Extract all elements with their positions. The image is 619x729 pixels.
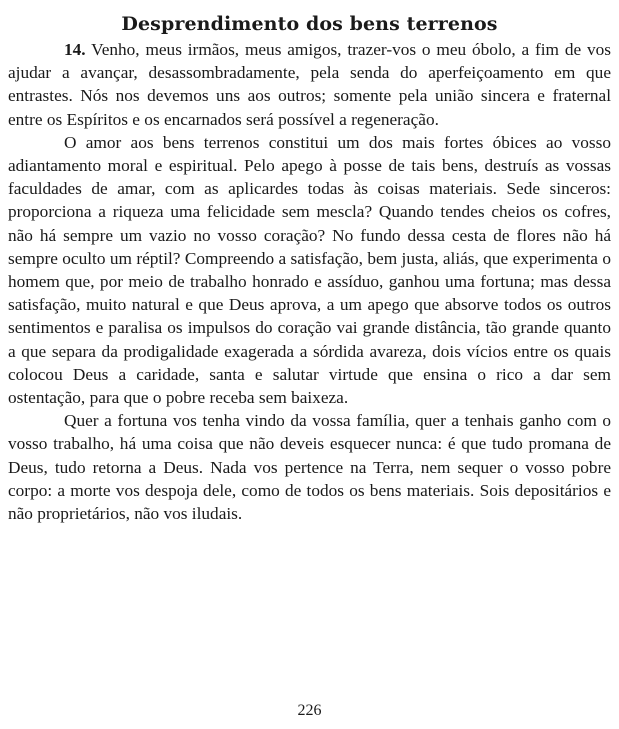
page-number: 226 <box>297 702 322 719</box>
body-text <box>8 38 611 525</box>
book-page <box>8 8 611 721</box>
paragraph-number: 14. <box>64 40 86 59</box>
paragraph-fortune: Quer a fortuna vos tenha vindo da vossa família, quer a tenhais ganho com o vosso trabalho, há uma coisa que não deveis esquecer nunca: é que tudo promana de Deus, tudo retorna a Deus. Nada vos pertence na Terra, nem sequer o vosso pobre corpo: a morte vos despoja dele, como de todos os bens materiais. Sois depositários e não proprietários, não vos iludais. <box>8 411 611 524</box>
paragraph-14 <box>8 38 611 131</box>
page-title: Desprendimento dos bens terrenos <box>121 13 498 35</box>
paragraph-love-of-goods: O amor aos bens terrenos constitui um dos mais fortes óbices ao vosso adiantamento moral e espiritual. Pelo apego à posse de tais bens, destruís as vossas faculdades de amar, com as aplicardes todas às coisas materiais. Sede sinceros: proporciona a riqueza uma felicidade sem mescla? Quando tendes cheios os cofres, não há sempre um vazio no vosso coração? No fundo dessa cesta de flores não há sempre oculto um réptil? Compreendo a satisfação, bem justa, aliás, que experimenta o homem que, por meio de trabalho honrado e assíduo, ganhou uma fortuna; mas dessa satisfação, muito natural e que Deus aprova, a um apego que absorve todos os outros sentimentos e paralisa os impulsos do coração vai grande distância, tão grande quanto a que separa da prodigalidade exagerada a sórdida avareza, dois vícios entre os quais colocou Deus a caridade, santa e salutar virtude que ensina o rico a dar sem ostentação, para que o pobre receba sem baixeza. <box>8 132 611 408</box>
paragraph-text: Venho, meus irmãos, meus amigos, trazer-vos o meu óbolo, a fim de vos ajudar a avançar, desassombradamente, pela senda do aperfeiçoamento em que entrastes. Nós nos devemos uns aos outros; somente pela união sincera e fraternal entre os Espíritos e os encarnados será possível a regeneração. <box>8 40 611 129</box>
